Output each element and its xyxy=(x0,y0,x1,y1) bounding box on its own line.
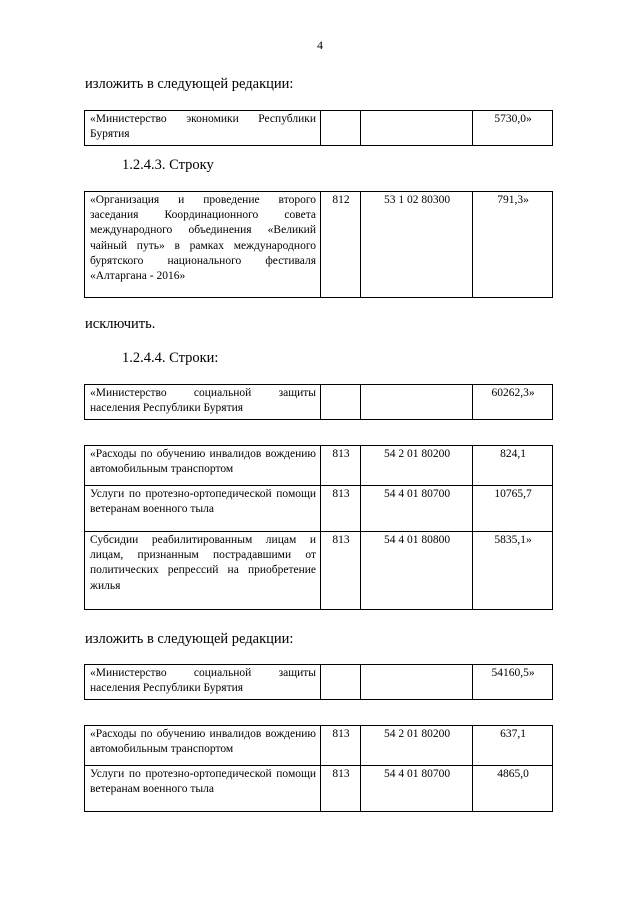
row-name: «Организация и проведение второго заседания Координационного совета международного объединения «Великий чайный путь» в рамках международного бурятского национального фестиваля «Алтаргана - 2016» xyxy=(85,192,321,298)
row-csr: 54 4 01 80700 xyxy=(361,486,473,532)
row-name: Услуги по протезно-ортопедической помощи ветеранам военного тыла xyxy=(85,766,321,812)
row-name: «Министерство социальной защиты населения Республики Бурятия xyxy=(85,665,321,700)
table-tea-road xyxy=(84,191,553,298)
row-csr xyxy=(361,665,473,700)
row-name: «Министерство социальной защиты населения Республики Бурятия xyxy=(85,385,321,420)
row-sum: 4865,0 xyxy=(473,766,553,812)
table-row xyxy=(85,532,553,610)
row-code xyxy=(321,665,361,700)
row-sum: 54160,5» xyxy=(473,665,553,700)
row-sum: 791,3» xyxy=(473,192,553,298)
table-expenses-new xyxy=(84,725,553,812)
row-sum: 824,1 xyxy=(473,446,553,486)
table-row xyxy=(85,665,553,700)
intro-paragraph-2: изложить в следующей редакции: xyxy=(85,631,294,647)
row-sum: 10765,7 xyxy=(473,486,553,532)
row-name: «Министерство экономики Республики Бурятия xyxy=(85,111,321,146)
row-csr: 54 4 01 80800 xyxy=(361,532,473,610)
row-sum: 637,1 xyxy=(473,726,553,766)
intro-paragraph-1: изложить в следующей редакции: xyxy=(85,76,294,92)
table-expenses-old xyxy=(84,445,553,610)
row-name: Услуги по протезно-ортопедической помощи ветеранам военного тыла xyxy=(85,486,321,532)
page-number: 4 xyxy=(317,38,323,52)
row-sum: 60262,3» xyxy=(473,385,553,420)
row-code xyxy=(321,385,361,420)
row-code: 812 xyxy=(321,192,361,298)
table-row xyxy=(85,192,553,298)
table-row xyxy=(85,446,553,486)
row-csr xyxy=(361,385,473,420)
row-name: «Расходы по обучению инвалидов вождению автомобильным транспортом xyxy=(85,726,321,766)
row-csr: 53 1 02 80300 xyxy=(361,192,473,298)
table-row xyxy=(85,111,553,146)
table-row xyxy=(85,486,553,532)
row-csr: 54 4 01 80700 xyxy=(361,766,473,812)
section-heading-1244: 1.2.4.4. Строки: xyxy=(122,350,219,366)
row-csr xyxy=(361,111,473,146)
row-code: 813 xyxy=(321,446,361,486)
row-code: 813 xyxy=(321,726,361,766)
row-sum: 5730,0» xyxy=(473,111,553,146)
row-csr: 54 2 01 80200 xyxy=(361,446,473,486)
table-ministry-social-new xyxy=(84,664,553,700)
row-sum: 5835,1» xyxy=(473,532,553,610)
row-code: 813 xyxy=(321,532,361,610)
row-code: 813 xyxy=(321,766,361,812)
section-heading-1243: 1.2.4.3. Строку xyxy=(122,157,214,173)
row-csr: 54 2 01 80200 xyxy=(361,726,473,766)
row-code xyxy=(321,111,361,146)
row-name: Субсидии реабилитированным лицам и лицам, признанным пострадавшими от политических репрессий на приобретение жилья xyxy=(85,532,321,610)
row-code: 813 xyxy=(321,486,361,532)
exclude-paragraph: исключить. xyxy=(85,316,156,332)
row-name: «Расходы по обучению инвалидов вождению автомобильным транспортом xyxy=(85,446,321,486)
table-row xyxy=(85,385,553,420)
table-ministry-social-old xyxy=(84,384,553,420)
table-ministry-economy xyxy=(84,110,553,146)
table-row xyxy=(85,726,553,766)
table-row xyxy=(85,766,553,812)
